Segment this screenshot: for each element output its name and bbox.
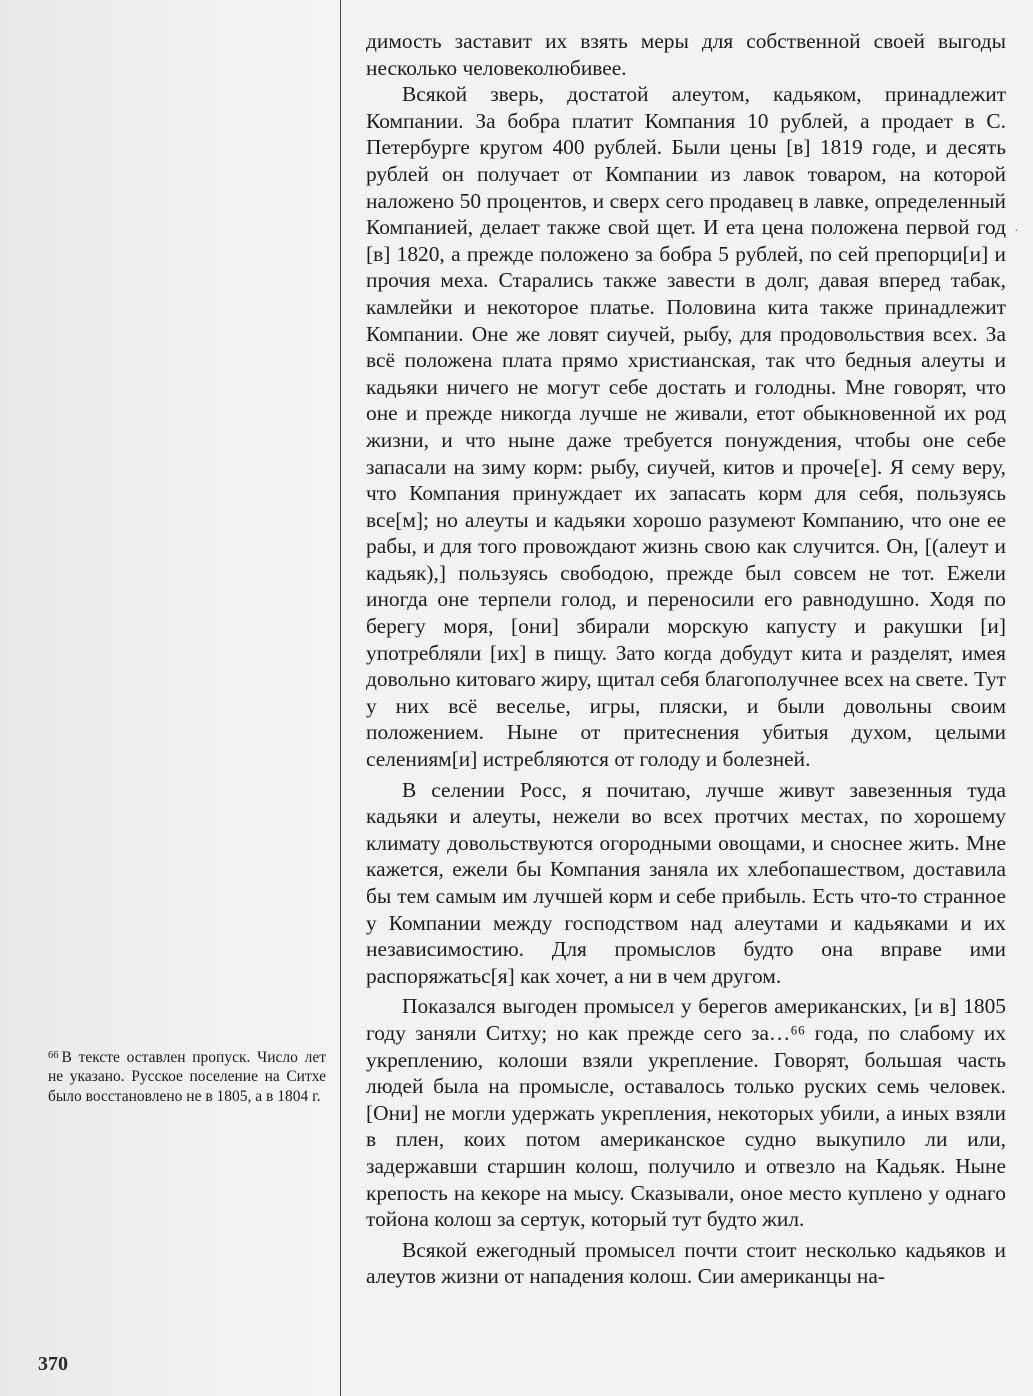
column-divider: [340, 0, 341, 1396]
footnote-text: В тексте оставлен пропуск. Число лет не указано. Русское поселение на Ситхе было восстановлено не в 1805, а в 1804 г.: [48, 1049, 326, 1105]
footnote: [48, 1048, 326, 1106]
paragraph-1: димость заставит их взять меры для собственной своей выгоды несколько человеколюбивее.: [366, 29, 1006, 80]
main-text-column: [366, 28, 1006, 1290]
paragraph-4: Показался выгоден промысел у берегов американских, [и в] 1805 году заняли Ситху; но как прежде сего за…⁶⁶ года, по слабому их укреплению, колоши взяли укрепление. Говорят, большая часть людей была на промысле, оставалось только руских семь человек. [Они] не могли удержать укрепления, некоторых убили, а иных взяли в плен, коих потом американское судно выкупило ли или, задержавши старшин колош, получило и отвезло на Кадьяк. Ныне крепость на кекоре на мысу. Сказывали, оное место куплено у однаго тойона колош за сертук, который тут будто жил.: [366, 994, 1006, 1232]
paragraph-5: Всякой ежегодный промысел почти стоит несколько кадьяков и алеутов жизни от нападения колош. Сии американцы на-: [366, 1237, 1006, 1289]
page-number: 370: [38, 1353, 68, 1375]
left-margin: [0, 0, 340, 1396]
paragraph-3: В селении Росс, я почитаю, лучше живут завезенныя туда кадьяки и алеуты, нежели во всех протчих местах, по хорошему климату довольствуются огородными овощами, и сноснее жить. Мне кажется, ежели бы Компания заняла их хлебопашеством, доставила бы тем самым им лучшей корм и себе прибыль. Есть что-то странное у Компании между господством над алеутами и кадьяками и их независимостию. Для промыслов будто она вправе ими распоряжатьс[я] как хочет, а ни в чем другом.: [366, 777, 1006, 988]
paragraph-2: Всякой зверь, достатой алеутом, кадьяком, принадлежит Компании. За бобра платит Компания 10 рублей, а продает в С. Петербурге кругом 400 рублей. Были цены [в] 1819 годе, и десять рублей он получает от Компании из лавок товаром, на которой наложено 50 процентов, и сверх сего продавец в лавке, определенный Компанией, делает также свой щет. И ета цена положена первой год [в] 1820, а прежде положено за бобра 5 рублей, по сей препорци[и] и прочия меха. Старались также завести в долг, давая вперед табак, камлейки и некоторое платье. Половина кита также принадлежит Компании. Оне же ловят сиучей, рыбу, для продовольствия всех. За всё положена плата прямо христианская, так что бедныя алеуты и кадьяки ничего не могут себе достать и голодны. Мне говорят, что оне и прежде никогда лучше не живали, етот обыкновенной их род жизни, и что ныне даже требуется понуждения, чтобы оне себе запасали на зиму корм: рыбу, сиучей, китов и проче[е]. Я сему веру, что Компания принуждает их запасать корм для себя, пользуясь все[м]; но алеуты и кадьяки хорошо разумеют Компанию, что оне ее рабы, и для того провождают жизнь свою как случится. Он, [(алеут и кадьяк),] пользуясь свободою, прежде был совсем не тот. Ежели иногда оне терпели голод, и переносили его равнодушно. Ходя по берегу моря, [они] збирали морскую капусту и ракушки [и] употребляли [их] в пищу. Зато когда добудут кита и разделят, имея довольно китоваго жиру, щитал себя благополучнее всех на свете. Тут у них всё веселье, игры, пляски, и были довольны своим положением. Ныне от притеснения убитыя духом, целыми селениям[и] истребляются от голоду и болезней.: [366, 82, 1007, 772]
margin-mark: ·: [1014, 224, 1019, 239]
footnote-marker: 66: [48, 1050, 59, 1061]
